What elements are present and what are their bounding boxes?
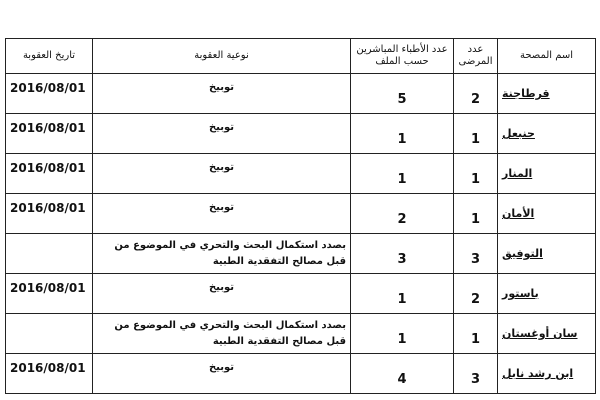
cell-patient-count: 2: [454, 274, 498, 314]
header-doctor-count: عدد الأطباء المباشرين حسب الملف: [351, 39, 454, 74]
cell-doctor-count: 3: [351, 234, 454, 274]
table-row: [6, 234, 596, 274]
cell-sanction-type: توبيخ: [93, 114, 351, 154]
header-clinic-name: اسم المصحة: [498, 39, 596, 74]
cell-patient-count: 3: [454, 354, 498, 394]
table-row: [6, 274, 596, 314]
sanctions-table: [5, 38, 596, 394]
table-row: [6, 314, 596, 354]
cell-doctor-count: 5: [351, 74, 454, 114]
cell-sanction-type: بصدد استكمال البحث والتحري في الموضوع من قبل مصالح التفقدية الطبية: [93, 234, 351, 274]
cell-patient-count: 1: [454, 314, 498, 354]
cell-clinic-name: سان أوغستان: [498, 314, 596, 354]
cell-doctor-count: 1: [351, 154, 454, 194]
cell-sanction-date: [6, 234, 93, 274]
cell-patient-count: 1: [454, 194, 498, 234]
cell-sanction-date: 2016/08/01: [6, 74, 93, 114]
cell-patient-count: 1: [454, 154, 498, 194]
table-row: [6, 114, 596, 154]
cell-sanction-date: 2016/08/01: [6, 194, 93, 234]
table-row: [6, 154, 596, 194]
cell-clinic-name: التوفيق: [498, 234, 596, 274]
table-row: [6, 354, 596, 394]
cell-patient-count: 3: [454, 234, 498, 274]
header-sanction-type: نوعية العقوبة: [93, 39, 351, 74]
header-sanction-date: تاريخ العقوبة: [6, 39, 93, 74]
cell-sanction-date: 2016/08/01: [6, 154, 93, 194]
cell-clinic-name: باستور: [498, 274, 596, 314]
cell-doctor-count: 2: [351, 194, 454, 234]
cell-sanction-type: توبيخ: [93, 274, 351, 314]
cell-clinic-name: قرطاجنة: [498, 74, 596, 114]
cell-sanction-date: [6, 314, 93, 354]
cell-clinic-name: حنبعل: [498, 114, 596, 154]
cell-clinic-name: ابن رشد نابل: [498, 354, 596, 394]
cell-patient-count: 2: [454, 74, 498, 114]
cell-sanction-date: 2016/08/01: [6, 114, 93, 154]
table-header-row: [6, 39, 596, 74]
cell-sanction-date: 2016/08/01: [6, 274, 93, 314]
cell-doctor-count: 1: [351, 314, 454, 354]
header-patient-count: عدد المرضى: [454, 39, 498, 74]
cell-patient-count: 1: [454, 114, 498, 154]
cell-sanction-type: توبيخ: [93, 154, 351, 194]
table-row: [6, 74, 596, 114]
cell-clinic-name: الأمان: [498, 194, 596, 234]
cell-doctor-count: 1: [351, 114, 454, 154]
table-row: [6, 194, 596, 234]
cell-sanction-type: توبيخ: [93, 194, 351, 234]
cell-clinic-name: المنار: [498, 154, 596, 194]
cell-sanction-type: بصدد استكمال البحث والتحري في الموضوع من قبل مصالح التفقدية الطبية: [93, 314, 351, 354]
cell-sanction-type: توبيخ: [93, 74, 351, 114]
cell-doctor-count: 1: [351, 274, 454, 314]
cell-doctor-count: 4: [351, 354, 454, 394]
cell-sanction-date: 2016/08/01: [6, 354, 93, 394]
cell-sanction-type: توبيخ: [93, 354, 351, 394]
